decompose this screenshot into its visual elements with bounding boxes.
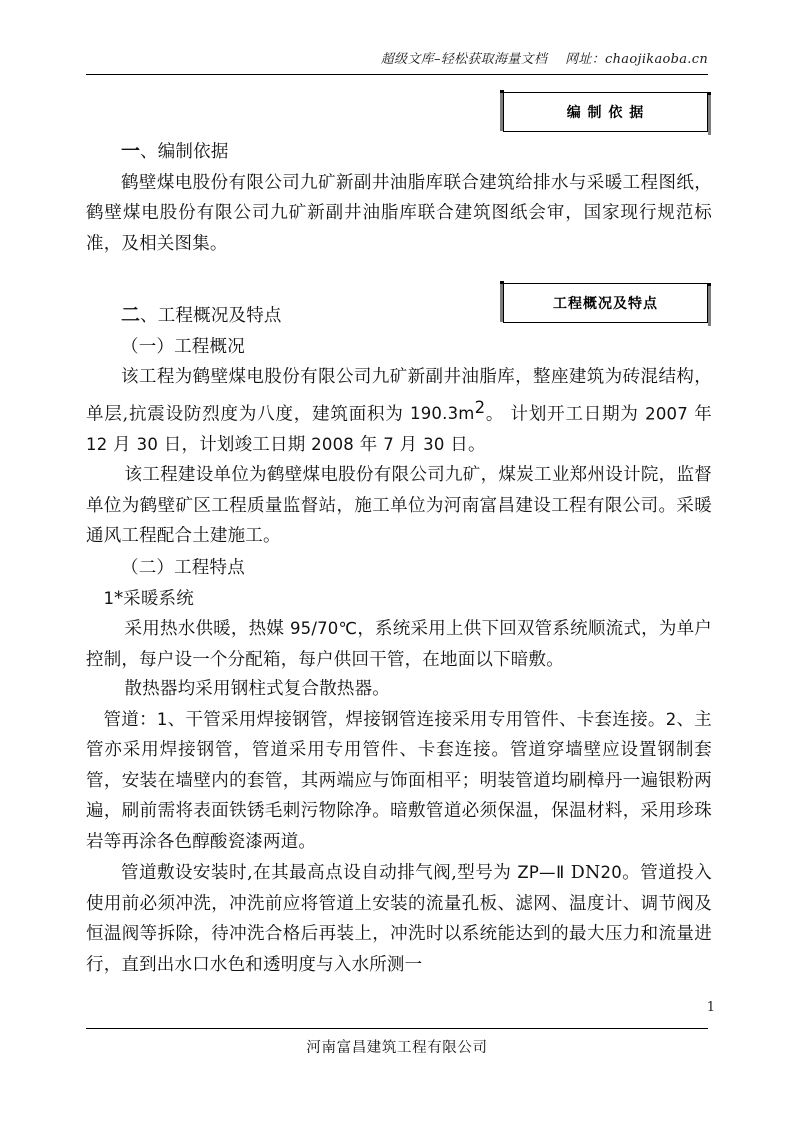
- paragraph: 二、工程概况及特点: [121, 304, 282, 326]
- box-cap-top-right: [707, 92, 711, 95]
- area-value: $190.3m^2$: [410, 397, 486, 423]
- paragraph: 管道敷设安装时,在其最高点设自动排气阀,型号为 ZP—Ⅱ DN20。管道投入使用前必须冲洗，冲洗前应将管道上安装的流量孔板、滤网、温度计、调节阀及恒温阀等拆除，待冲洗合格后再装上，冲洗时以系统能达到的最大压力和流量进行，直到出水口水色和透明度与入水所测一: [86, 863, 712, 975]
- box-cap-top-left: [500, 281, 504, 284]
- title-box-basis: [503, 92, 708, 132]
- paragraph: 管道：1、干管采用焊接钢管，焊接钢管连接采用专用管件、卡套连接。2、主管亦采用焊接钢管，管道采用专用管件、卡套连接。管道穿墙壁应设置钢制套管，安装在墙壁内的套管，其两端应与饰面相平；明装管道均刷樟丹一遍银粉两遍，刷前需将表面铁锈毛刺污物除净。暗敷管道必须保温，保温材料，采用珍珠岩等再涂各色醇酸瓷漆两道。: [86, 709, 712, 852]
- header-url: 网址：chaojikaoba.cn: [565, 52, 708, 67]
- title-box-basis-label: 编 制 依 据: [566, 105, 645, 121]
- paragraph: 鹤壁煤电股份有限公司九矿新副井油脂库联合建筑给排水与采暖工程图纸，鹤壁煤电股份有限公司九矿新副井油脂库联合建筑图纸会审，国家现行规范标准，及相关图集。: [86, 172, 712, 254]
- box-shadow-right: [708, 95, 711, 135]
- paragraph: 散热器均采用钢柱式复合散热器。: [124, 679, 390, 699]
- footer-divider: [86, 1028, 708, 1029]
- section-overview: [86, 300, 712, 552]
- section-features: [86, 553, 712, 675]
- footer-company: 河南富昌建筑工程有限公司: [306, 1040, 488, 1056]
- header-divider: [86, 74, 708, 75]
- page-number: 1: [706, 1000, 715, 1015]
- paragraph: 1*采暖系统: [103, 588, 194, 609]
- paragraph: （一）工程概况: [121, 336, 245, 357]
- paragraph: 采用热水供暖，热媒 95/70℃，系统采用上供下回双管系统顺流式，为单户控制，每户设一个分配箱，每户供回干管，在地面以下暗敷。: [86, 619, 713, 670]
- paragraph: 该工程建设单位为鹤壁煤电股份有限公司九矿，煤炭工业郑州设计院，监督单位为鹤壁矿区工程质量监督站，施工单位为河南富昌建设工程有限公司。采暖通风工程配合土建施工。: [86, 465, 712, 546]
- paragraph: 一、编制依据: [121, 140, 229, 162]
- section-basis: [86, 136, 712, 259]
- box-shadow-left: [500, 91, 503, 131]
- section-flushing: [86, 858, 712, 980]
- section-numeral: 二: [121, 304, 141, 326]
- title-box-overview-label: 工程概况及特点: [553, 296, 658, 312]
- page-header: [86, 52, 708, 68]
- box-cap-top-left: [500, 90, 504, 93]
- box-cap-top-right: [707, 283, 711, 286]
- section-numeral: 一: [121, 140, 141, 162]
- section-piping: [86, 674, 712, 857]
- header-brand: 超级文库–轻松获取海量文档: [380, 52, 548, 67]
- paragraph: 该工程为鹤壁煤电股份有限公司九矿新副井油脂库，整座建筑为砖混结构，单层,抗震设防烈度为八度，建筑面积为 $190.3m^2$。 计划开工日期为 2007 年 12 月 30 日，计划竣工日期 2008 年 7 月 30 日。: [86, 367, 712, 455]
- paragraph: （二）工程特点: [121, 558, 245, 578]
